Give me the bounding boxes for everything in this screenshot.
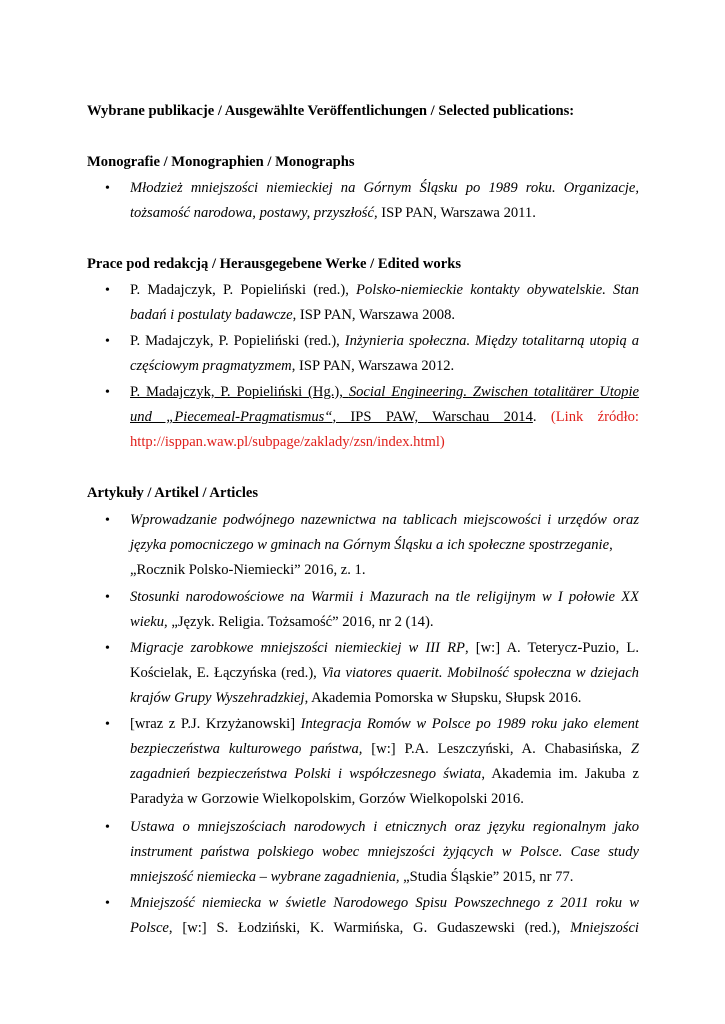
bullet-icon: • bbox=[105, 590, 110, 605]
bullet-icon: • bbox=[105, 513, 110, 528]
source-link[interactable]: http://isppan.waw.pl/subpage/zaklady/zsn/index.html) bbox=[130, 434, 445, 450]
publications-heading: Wybrane publikacje / Ausgewählte Veröffentlichungen / Selected publications: bbox=[87, 103, 575, 119]
bullet-icon: • bbox=[105, 820, 110, 835]
monograph-text: Młodzież mniejszości niemieckiej na Górnym Śląsku po 1989 roku. Organizacje, tożsamość narodowa, postawy, przyszłość, ISP PAN, Warszawa 2011. bbox=[130, 180, 639, 221]
link-label: (Link źródło: bbox=[550, 409, 639, 425]
monographs-heading: Monografie / Monographien / Monographs bbox=[87, 154, 355, 170]
bullet-icon: • bbox=[105, 717, 110, 732]
underlined-reference: P. Madajczyk, P. Popieliński (Hg.), Social Engineering. Zwischen totalitärer Utopie bbox=[130, 384, 639, 400]
bullet-icon: • bbox=[105, 283, 110, 298]
bullet-icon: • bbox=[105, 334, 110, 349]
bullet-icon: • bbox=[105, 641, 110, 656]
bullet-icon: • bbox=[105, 181, 110, 196]
edited-works-heading: Prace pod redakcją / Herausgegebene Werke / Edited works bbox=[87, 256, 461, 272]
bullet-icon: • bbox=[105, 896, 110, 911]
bullet-icon: • bbox=[105, 385, 110, 400]
articles-heading: Artykuły / Artikel / Articles bbox=[87, 485, 259, 501]
